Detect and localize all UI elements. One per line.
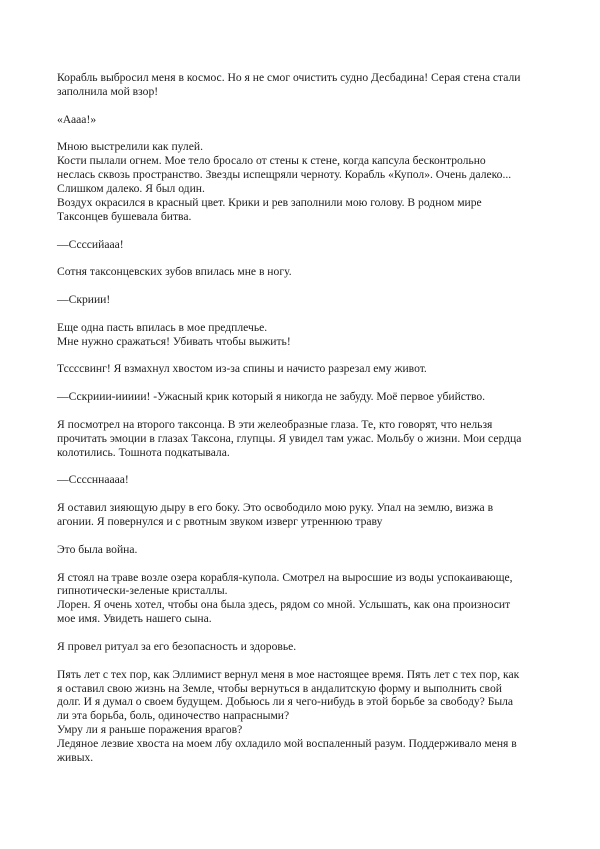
paragraph: [57, 571, 557, 627]
text-line: Я оставил зияющую дыру в его боку. Это освободило мою руку. Упал на землю, визжа в: [57, 501, 494, 515]
text-line: Тссссвинг! Я взмахнул хвостом из-за спины и начисто разрезал ему живот.: [57, 362, 427, 376]
paragraph: [57, 543, 557, 557]
text-line: неслась сквозь пространство. Звезды испещряли черноту. Корабль «Купол». Очень далеко...: [57, 168, 512, 182]
document-body: [57, 71, 557, 765]
text-line: —Ссссннаааа!: [57, 473, 129, 487]
text-line: Таксонцев бушевала битва.: [57, 209, 192, 223]
text-line: «Аааа!»: [57, 112, 97, 126]
text-line: Лорен. Я очень хотел, чтобы она была здесь, рядом со мной. Услышать, как она произносит: [57, 598, 511, 612]
paragraph: [57, 418, 557, 460]
paragraph: [57, 501, 557, 529]
paragraph: [57, 265, 557, 279]
text-line: Я стоял на траве возле озера корабля-купола. Смотрел на выросшие из воды успокаивающе,: [57, 570, 513, 584]
paragraph: [57, 390, 557, 404]
paragraph: [57, 321, 557, 349]
text-line: —Ссссийааа!: [57, 237, 124, 251]
paragraph-gap: [57, 307, 557, 321]
paragraph-gap: [57, 654, 557, 668]
paragraph-gap: [57, 376, 557, 390]
text-line: Я провел ритуал за его безопасность и здоровье.: [57, 639, 297, 653]
text-line: —Сскриии-иииии! -Ужасный крик который я никогда не забуду. Моё первое убийство.: [57, 390, 486, 404]
text-line: Это была война.: [57, 542, 138, 556]
paragraph-gap: [57, 127, 557, 141]
text-line: Ледяное лезвие хвоста на моем лбу охладило мой воспаленный разум. Поддерживало меня в: [57, 737, 517, 750]
paragraph: [57, 640, 557, 654]
text-line: агонии. Я повернулся и с рвотным звуком изверг утреннюю траву: [57, 515, 383, 528]
text-line: долг. И я думал о своем будущем. Добьюсь ли я чего-нибудь в этой борьбе за свободу? Была: [57, 695, 514, 709]
paragraph-gap: [57, 557, 557, 571]
paragraph: [57, 362, 557, 376]
text-line: заполнила мой взор!: [57, 84, 159, 98]
text-line: Корабль выбросил меня в космос. Но я не смог очистить судно Десбадина! Серая стена стали: [57, 71, 521, 84]
text-line: живых.: [57, 750, 94, 764]
text-line: Умру ли я раньше поражения врагов?: [57, 723, 243, 737]
paragraph-gap: [57, 251, 557, 265]
paragraph-gap: [57, 404, 557, 418]
paragraph: [57, 71, 557, 99]
text-line: прочитать эмоции в глазах Таксона, глупцы. Я увидел там ужас. Мольбу о жизни. Мои сердца: [57, 431, 522, 445]
paragraph-gap: [57, 529, 557, 543]
paragraph: [57, 113, 557, 127]
paragraph-gap: [57, 99, 557, 113]
paragraph-gap: [57, 626, 557, 640]
text-line: мое имя. Увидеть нашего сына.: [57, 612, 212, 626]
text-line: ли эта борьба, боль, одиночество напрасными?: [57, 709, 290, 723]
paragraph: [57, 668, 557, 765]
text-line: Пять лет с тех пор, как Эллимист вернул меня в мое настоящее время. Пять лет с тех пор, как: [57, 667, 520, 681]
paragraph: [57, 293, 557, 307]
text-line: Мне нужно сражаться! Убивать чтобы выжить!: [57, 334, 291, 348]
text-line: я оставил свою жизнь на Земле, чтобы вернуться в андалитскую форму и выполнить свой: [57, 681, 502, 695]
text-line: —Скриии!: [57, 293, 111, 306]
text-line: Сотня таксонцевских зубов впилась мне в ногу.: [57, 265, 292, 279]
text-line: Я посмотрел на второго таксонца. В эти желеобразные глаза. Те, кто говорят, что нельзя: [57, 417, 493, 431]
paragraph: [57, 473, 557, 487]
paragraph-gap: [57, 487, 557, 501]
paragraph-gap: [57, 460, 557, 474]
paragraph-gap: [57, 224, 557, 238]
paragraph-gap: [57, 279, 557, 293]
text-line: Слишком далеко. Я был один.: [57, 182, 205, 195]
text-line: Еще одна пасть впилась в мое предплечье.: [57, 320, 268, 334]
text-line: колотились. Тошнота подкатывала.: [57, 445, 230, 459]
text-line: Мною выстрелили как пулей.: [57, 140, 203, 154]
text-line: гипнотически-зеленые кристаллы.: [57, 584, 228, 598]
paragraph: [57, 238, 557, 252]
text-line: Кости пылали огнем. Мое тело бросало от стены к стене, когда капсула бесконтрольно: [57, 154, 486, 168]
paragraph: [57, 140, 557, 223]
paragraph-gap: [57, 349, 557, 363]
text-line: Воздух окрасился в красный цвет. Крики и рев заполнили мою голову. В родном мире: [57, 195, 482, 209]
